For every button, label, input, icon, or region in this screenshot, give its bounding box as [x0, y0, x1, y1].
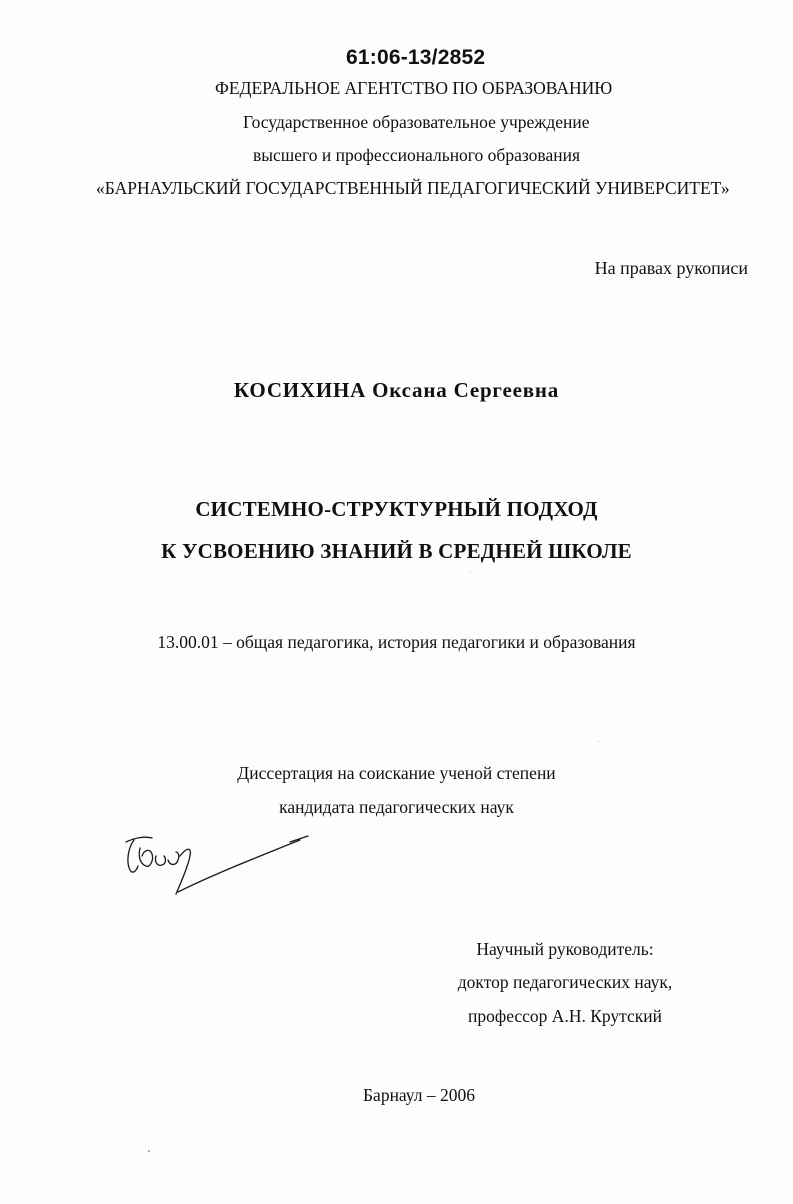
organization-line-education-level: высшего и профессионального образования — [253, 145, 580, 165]
advisor-degree: доктор педагогических наук, — [457, 972, 673, 992]
thesis-title-line-1: СИСТЕМНО-СТРУКТУРНЫЙ ПОДХОД — [195, 497, 598, 521]
scan-speck — [470, 572, 471, 573]
author-name: КОСИХИНА Оксана Сергеевна — [233, 378, 560, 402]
advisor-label: Научный руководитель: — [476, 939, 654, 959]
scan-speck — [148, 1150, 150, 1152]
advisor-name: профессор А.Н. Крутский — [467, 1006, 663, 1026]
organization-line-agency: ФЕДЕРАЛЬНОЕ АГЕНТСТВО ПО ОБРАЗОВАНИЮ — [215, 78, 613, 98]
handwritten-signature — [120, 826, 320, 906]
organization-line-institution: Государственное образовательное учреждение — [243, 112, 590, 132]
rights-note: На правах рукописи — [594, 258, 748, 278]
scan-speck — [598, 741, 599, 742]
degree-line-1: Диссертация на соискание ученой степени — [237, 763, 556, 783]
degree-line-2: кандидата педагогических наук — [279, 797, 514, 817]
specialty-code: 13.00.01 – общая педагогика, история педагогики и образования — [157, 632, 636, 652]
thesis-title-line-2: К УСВОЕНИЮ ЗНАНИЙ В СРЕДНЕЙ ШКОЛЕ — [161, 539, 632, 563]
organization-line-university: «БАРНАУЛЬСКИЙ ГОСУДАРСТВЕННЫЙ ПЕДАГОГИЧЕСКИЙ УНИВЕРСИТЕТ» — [96, 178, 730, 198]
registry-code: 61:06-13/2852 — [346, 46, 486, 69]
place-and-year: Барнаул – 2006 — [363, 1085, 476, 1105]
